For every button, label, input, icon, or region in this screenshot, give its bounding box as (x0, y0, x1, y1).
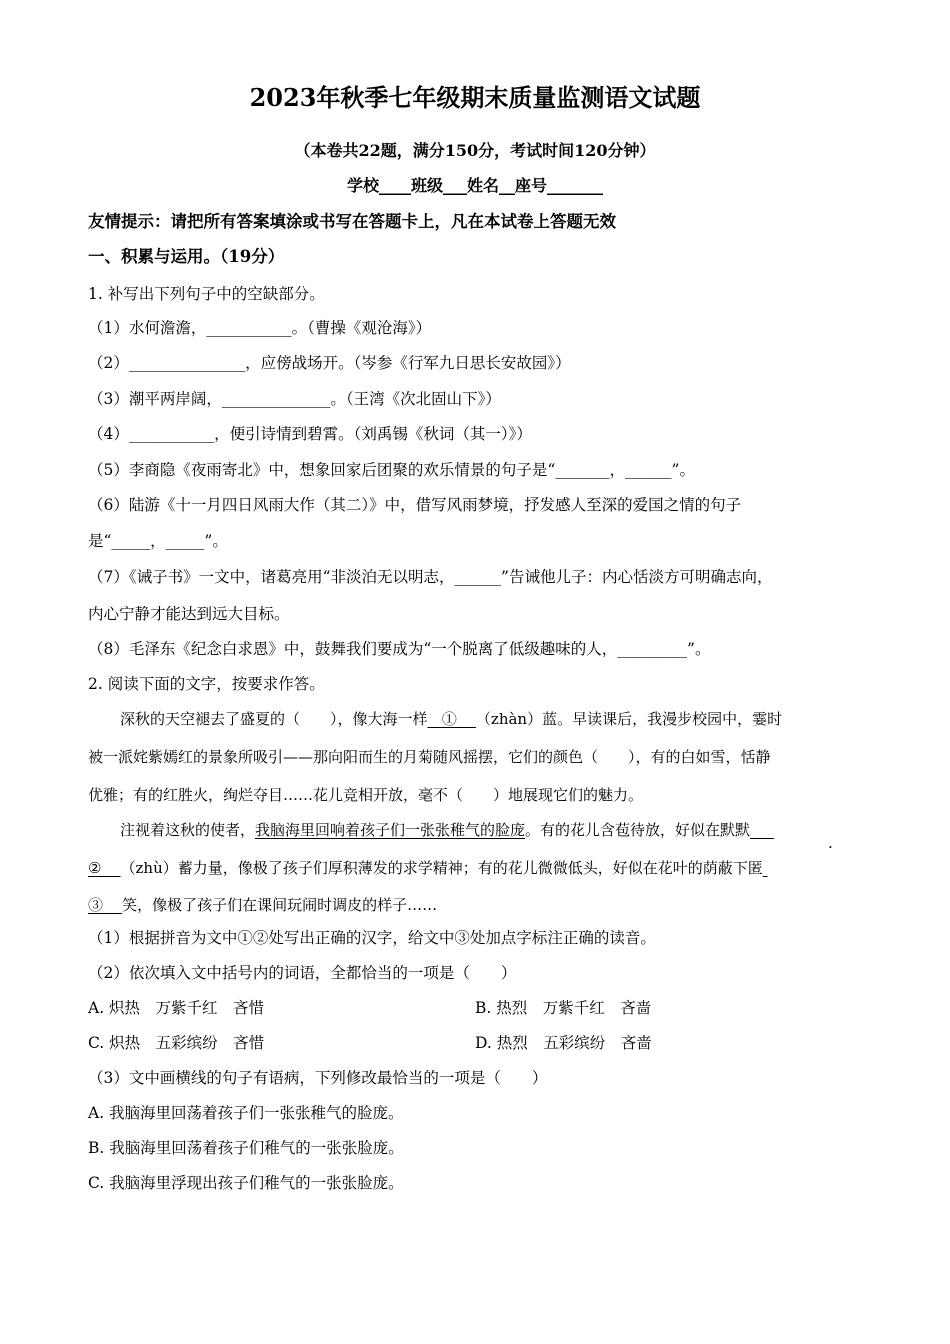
q1-item: （3）潮平两岸阔，______________。（王湾《次北固山下》） (88, 390, 501, 408)
student-fields: 学校____班级___姓名__座号_______ (346, 176, 603, 195)
passage-line-5: ② （zhù）蓄力量，像极了孩子们厚积薄发的求学精神；有的花儿微微低头，好似在花叶的荫蔽下匿 (88, 859, 763, 877)
option-a: A. 炽热 万紫千红 吝惜 (88, 999, 265, 1017)
option-c: C. 炽热 五彩缤纷 吝惜 (88, 1034, 265, 1052)
exam-info: （本卷共22题，满分150分，考试时间120分钟） (294, 141, 656, 160)
q1-item: 内心宁静才能达到远大目标。 (88, 605, 290, 623)
option-d: D. 热烈 五彩缤纷 吝啬 (475, 1034, 652, 1052)
sub3-option-c: C. 我脑海里浮现出孩子们稚气的一张张脸庞。 (88, 1174, 404, 1192)
sub3-option-a: A. 我脑海里回荡着孩子们一张张稚气的脸庞。 (88, 1104, 404, 1122)
sub3-option-b: B. 我脑海里回荡着孩子们稚气的一张张脸庞。 (88, 1139, 404, 1157)
q1-stem: 1. 补写出下列句子中的空缺部分。 (88, 285, 325, 303)
q1-item: （8）毛泽东《纪念白求恩》中，鼓舞我们要成为“一个脱离了低级趣味的人，_________”。 (88, 640, 711, 658)
q1-item: 是“_____，_____”。 (88, 532, 228, 550)
q2-sub2-stem: （2）依次填入文中括号内的词语，全都恰当的一项是（ ） (88, 964, 517, 982)
section-heading: 一、积累与运用。（19分） (88, 247, 285, 266)
passage-line-4: 注视着这秋的使者，我脑海里回响着孩子们一张张稚气的脸庞。有的花儿含苞待放，好似在默默 (120, 821, 751, 839)
passage-line-3: 优雅；有的红胜火，绚烂夺目……花儿竞相开放，毫不（ ）地展现它们的魅力。 (88, 786, 644, 804)
q2-sub3-stem: （3）文中画横线的句子有语病，下列修改最恰当的一项是（ ） (88, 1069, 548, 1087)
passage-line-2: 被一派姹紫嫣红的景象所吸引——那向阳而生的月菊随风摇摆，它们的颜色（ ），有的白如雪，恬静 (88, 748, 771, 766)
q1-item: （2）_______________，应傍战场开。（岑参《行军九日思长安故园》） (88, 354, 571, 372)
q2-sub1: （1）根据拼音为文中①②处写出正确的汉字，给文中③处加点字标注正确的读音。 (88, 929, 656, 947)
q1-item: （1）水何澹澹，___________。（曹操《观沧海》） (88, 319, 432, 337)
blank-2: ② (88, 859, 102, 877)
option-b: B. 热烈 万紫千红 吝啬 (475, 999, 652, 1017)
tip-line: 友情提示：请把所有答案填涂或书写在答题卡上，凡在本试卷上答题无效 (88, 212, 616, 231)
passage-line-6: ③ 笑，像极了孩子们在课间玩闹时调皮的样子…… (88, 896, 438, 914)
blank-1: ① (441, 710, 457, 728)
q1-item: （5）李商隐《夜雨寄北》中，想象回家后团聚的欢乐情景的句子是“_______，______”。 (88, 461, 695, 479)
q2-stem: 2. 阅读下面的文字，按要求作答。 (88, 675, 325, 693)
q1-item: （7）《诫子书》一文中，诸葛亮用“非淡泊无以明志，______”告诫他儿子：内心恬淡方可明确志向， (88, 568, 773, 586)
blank-3: ③ (88, 896, 104, 914)
emphasis-dot: · (828, 838, 833, 856)
q1-item: （4）___________，便引诗情到碧霄。（刘禹锡《秋词（其一）》） (88, 425, 532, 443)
q1-item: （6）陆游《十一月四日风雨大作（其二）》中，借写风雨梦境，抒发感人至深的爱国之情的句子 (88, 496, 742, 514)
exam-title: 2023年秋季七年级期末质量监测语文试题 (249, 83, 701, 112)
underlined-sentence: 我脑海里回响着孩子们一张张稚气的脸庞 (255, 821, 526, 839)
passage-line-1: 深秋的天空褪去了盛夏的（ ），像大海一样 ① （zhàn）蓝。早读课后，我漫步校园中，霎时 (120, 710, 783, 728)
